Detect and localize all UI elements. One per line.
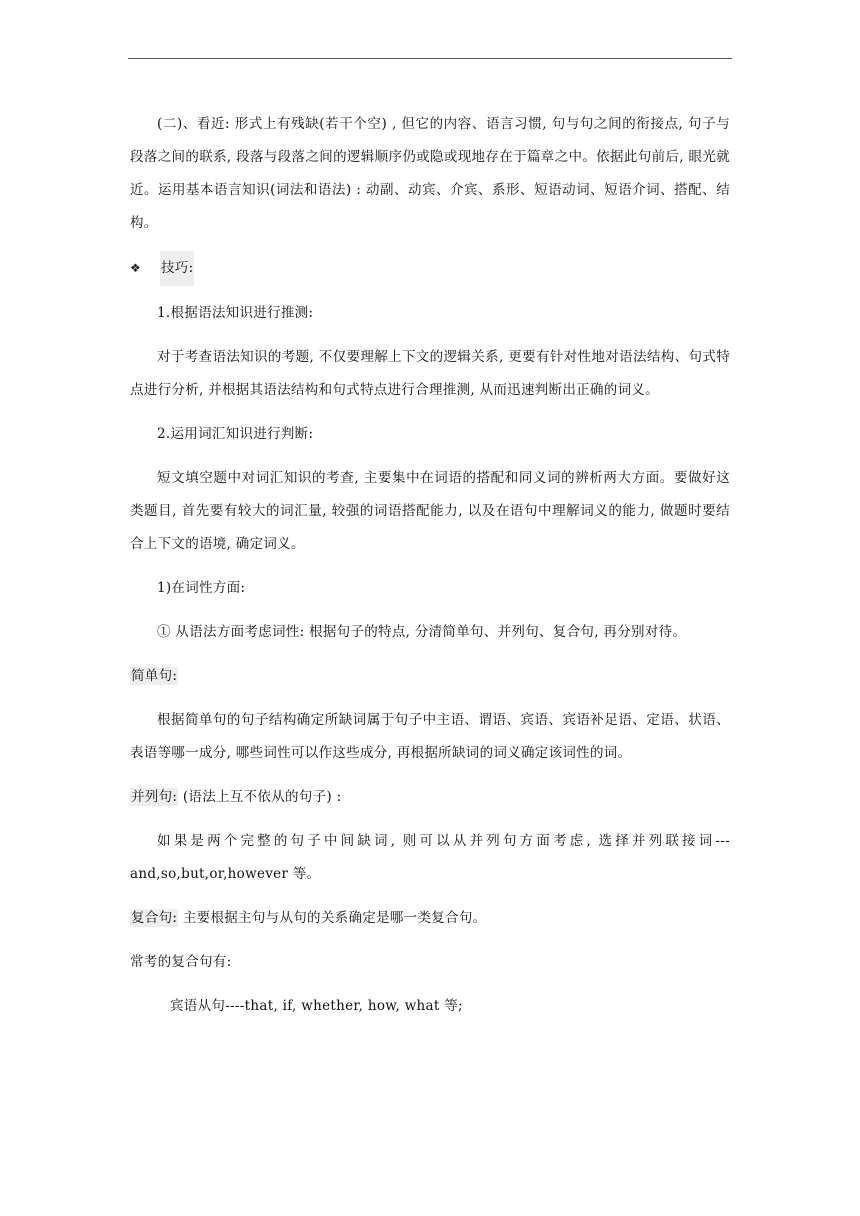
header-rule bbox=[128, 58, 732, 59]
compound-sentence-line bbox=[130, 781, 730, 814]
complex-sentence-text: 主要根据主句与从句的关系确定是哪一类复合句。 bbox=[178, 910, 487, 926]
simple-sentence-label: 简单句: bbox=[131, 668, 178, 684]
simple-sentence-line bbox=[130, 660, 730, 693]
compound-sentence-label: 并列句: bbox=[131, 789, 178, 805]
paragraph-grammar: 对于考查语法知识的考题, 不仅要理解上下文的逻辑关系, 更要有针对性地对语法结构、句式特点进行分析, 并根据其语法结构和句式特点进行合理推测, 从而迅速判断出正确的词义。 bbox=[130, 349, 730, 398]
object-clause-line: 宾语从句----that, if, whether, how, what 等; bbox=[170, 998, 463, 1014]
complex-sentence-label: 复合句: bbox=[131, 910, 178, 926]
paragraph-simple-sentence: 根据简单句的句子结构确定所缺词属于句子中主语、谓语、宾语、宾语补足语、定语、状语、表语等哪一成分, 哪些词性可以作这些成分, 再根据所缺词的词义确定该词性的词。 bbox=[130, 712, 730, 761]
diamond-bullet-icon: ❖ bbox=[130, 261, 142, 275]
paragraph-pos-grammar: ① 从语法方面考虑词性: 根据句子的特点, 分清简单句、并列句、复合句, 再分别对待。 bbox=[157, 624, 687, 640]
paragraph-compound-sentence: 如果是两个完整的句子中间缺词, 则可以从并列句方面考虑, 选择并列联接词---and,so,but,or,however 等。 bbox=[130, 833, 730, 882]
compound-sentence-note: (语法上互不依从的句子) : bbox=[178, 789, 342, 805]
tips-label: 技巧: bbox=[160, 251, 194, 286]
paragraph-look-near: (二)、看近: 形式上有残缺(若干个空) , 但它的内容、语言习惯, 句与句之间的衔接点, 句子与段落之间的联系, 段落与段落之间的逻辑顺序仍或隐或现地存在于篇章之中。依据此句前后, 眼光就近。运用基本语言知识(词法和语法) : 动副、动宾、介宾、系形、短语动词、短语介词、搭配、结构。 bbox=[130, 116, 730, 231]
common-complex-label: 常考的复合句有: bbox=[130, 954, 232, 970]
document-body bbox=[130, 108, 730, 1023]
heading-part-of-speech: 1)在词性方面: bbox=[157, 580, 246, 596]
heading-grammar: 1.根据语法知识进行推测: bbox=[157, 305, 314, 321]
tips-heading bbox=[130, 251, 730, 286]
paragraph-vocabulary: 短文填空题中对词汇知识的考查, 主要集中在词语的搭配和同义词的辨析两大方面。要做好这类题目, 首先要有较大的词汇量, 较强的词语搭配能力, 以及在语句中理解词义的能力, 做题时要结合上下文的语境, 确定词义。 bbox=[130, 470, 730, 552]
complex-sentence-line bbox=[130, 902, 730, 935]
heading-vocabulary: 2.运用词汇知识进行判断: bbox=[157, 426, 314, 442]
